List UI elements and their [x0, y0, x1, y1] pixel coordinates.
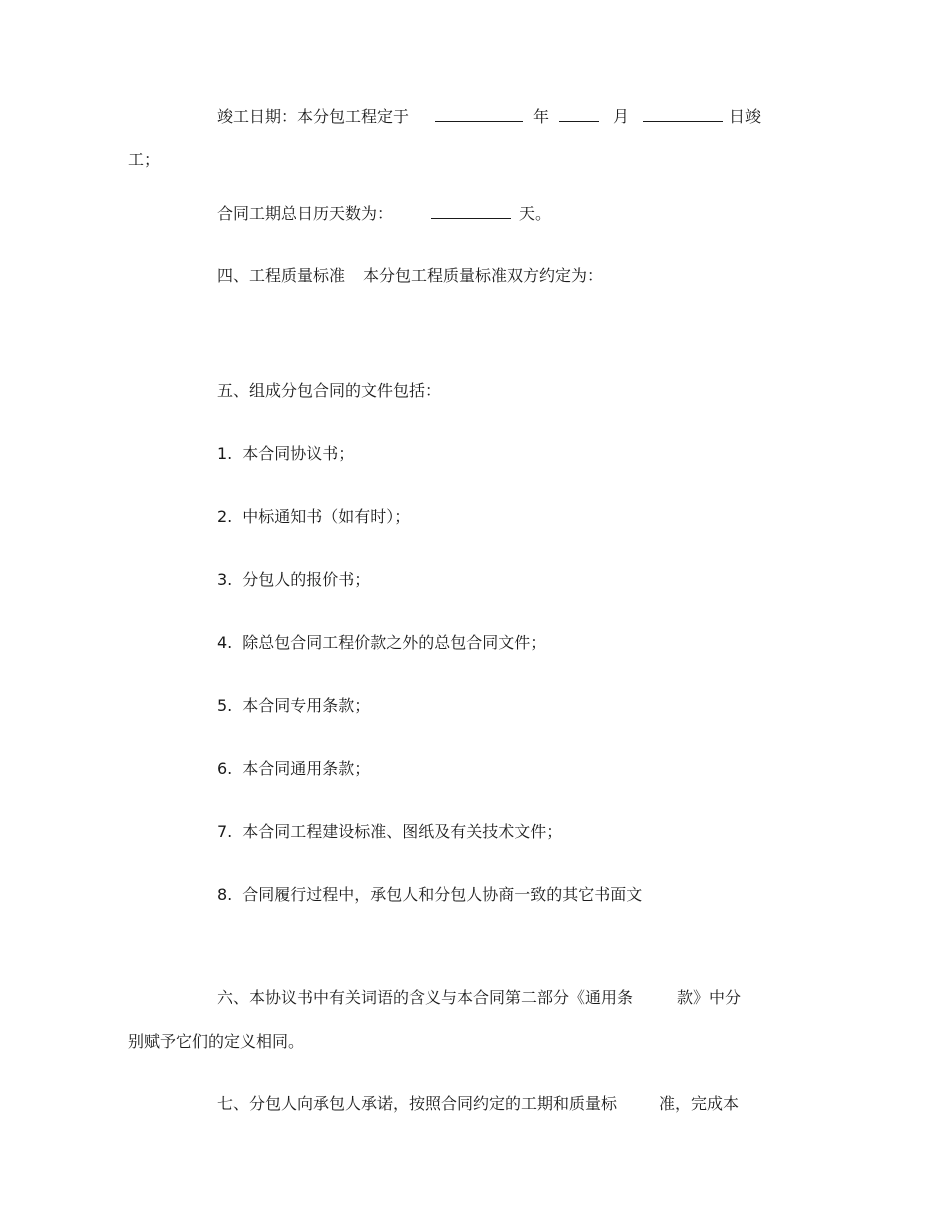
- list-item: [217, 507, 410, 527]
- list-item-text: 合同履行过程中，承包人和分包人协商一致的其它书面文: [242, 885, 643, 904]
- section-7-part1: 七、分包人向承包人承诺，按照合同约定的工期和质量标: [217, 1094, 618, 1113]
- total-days-unit: 天。: [519, 204, 552, 223]
- list-item-number: 4.: [217, 633, 233, 652]
- list-item: [217, 696, 370, 716]
- completion-date-line: [217, 106, 761, 127]
- total-days-label: 合同工期总日历天数为：: [217, 204, 394, 223]
- year-label: 年: [533, 107, 550, 126]
- section-4-text: 本分包工程质量标准双方约定为：: [363, 266, 604, 285]
- list-item-number: 1.: [217, 444, 233, 463]
- list-item-number: 7.: [217, 822, 233, 841]
- total-days-line: [217, 203, 551, 224]
- list-item-text: 中标通知书（如有时）；: [242, 507, 411, 526]
- section-7-part2: 准，完成本: [659, 1094, 740, 1113]
- day-blank: [643, 106, 723, 122]
- section-6-continuation: 别赋予它们的定义相同。: [128, 1032, 305, 1051]
- list-item-number: 3.: [217, 570, 233, 589]
- list-item-text: 分包人的报价书；: [242, 570, 371, 589]
- list-item: [217, 570, 370, 590]
- section-7-line: [217, 1094, 739, 1114]
- total-days-blank: [431, 203, 511, 219]
- list-item-text: 本合同专用条款；: [242, 696, 371, 715]
- list-item-number: 8.: [217, 885, 233, 904]
- list-item-number: 6.: [217, 759, 233, 778]
- list-item: [217, 759, 370, 779]
- section-5-heading: 五、组成分包合同的文件包括：: [217, 381, 442, 400]
- section-6-part1: 六、本协议书中有关词语的含义与本合同第二部分《通用条: [217, 988, 634, 1007]
- list-item-text: 除总包合同工程价款之外的总包合同文件；: [242, 633, 547, 652]
- section-6-line: [217, 988, 741, 1008]
- month-blank: [559, 106, 599, 122]
- list-item-number: 5.: [217, 696, 233, 715]
- section-6-part2: 款》中分: [677, 988, 742, 1007]
- list-item: [217, 633, 546, 653]
- list-item-text: 本合同通用条款；: [242, 759, 371, 778]
- section-4-heading: 四、工程质量标准: [217, 266, 346, 285]
- list-item: [217, 444, 354, 464]
- completion-date-continuation: 工；: [128, 150, 161, 169]
- year-blank: [435, 106, 523, 122]
- month-label: 月: [613, 107, 630, 126]
- list-item-text: 本合同工程建设标准、图纸及有关技术文件；: [242, 822, 563, 841]
- section-4-line: [217, 266, 603, 286]
- list-item-text: 本合同协议书；: [242, 444, 355, 463]
- list-item: [217, 885, 642, 905]
- completion-date-label: 竣工日期：本分包工程定于: [217, 107, 410, 126]
- day-label: 日竣: [729, 107, 762, 126]
- list-item-number: 2.: [217, 507, 233, 526]
- list-item: [217, 822, 562, 842]
